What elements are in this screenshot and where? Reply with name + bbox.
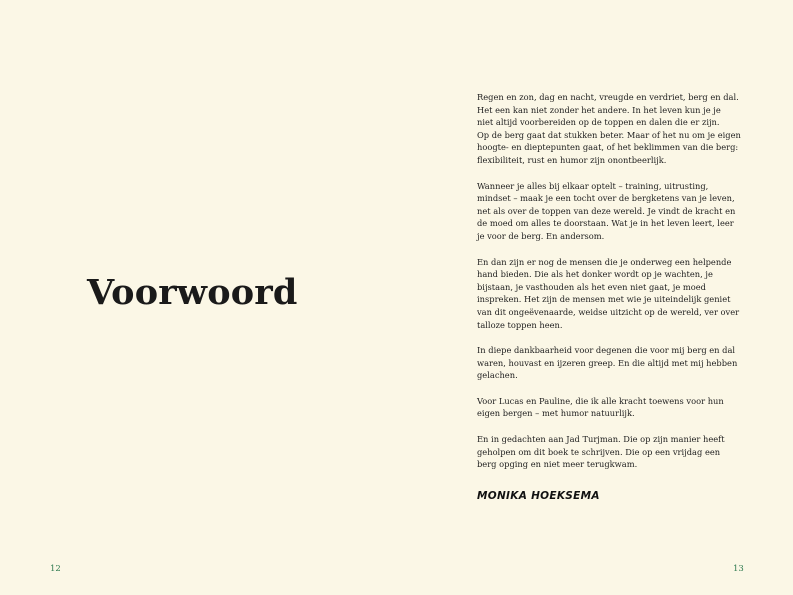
text-line: geholpen om dit boek te schrijven. Die op een vrijdag een <box>477 446 721 457</box>
text-line: talloze toppen heen. <box>477 319 563 330</box>
text-line: van dit ongeëvenaarde, weidse uitzicht op de wereld, ver over <box>477 306 740 317</box>
text-line: In diepe dankbaarheid voor degenen die voor mij berg en dal <box>477 345 736 356</box>
text-line: hoogte- en dieptepunten gaat, of het beklimmen van die berg: <box>477 142 739 153</box>
foreword-paragraph <box>477 91 749 167</box>
text-line: berg opging en niet meer terugkwam. <box>477 459 638 470</box>
foreword-paragraph <box>477 395 749 420</box>
text-line: hand bieden. Die als het donker wordt op je wachten, je <box>477 269 713 280</box>
author-signature: MONIKA HOEKSEMA <box>477 490 600 502</box>
foreword-paragraph <box>477 256 749 332</box>
text-line: flexibiliteit, rust en humor zijn onontbeerlijk. <box>477 154 667 165</box>
text-line: net als over de toppen van deze wereld. Je vindt de kracht en <box>477 205 736 216</box>
foreword-paragraph <box>477 433 749 471</box>
foreword-paragraph <box>477 344 749 382</box>
left-page <box>0 0 396 595</box>
text-line: Wanneer je alles bij elkaar optelt – training, uitrusting, <box>477 180 709 191</box>
text-line: je voor de berg. En andersom. <box>477 230 605 241</box>
text-line: niet altijd voorbereiden op de toppen en dalen die er zijn. <box>477 117 720 128</box>
text-line: bijstaan, je vasthouden als het even niet gaat, je moed <box>477 281 706 292</box>
text-line: En in gedachten aan Jad Turjman. Die op zijn manier heeft <box>477 434 725 445</box>
right-page <box>396 0 793 595</box>
text-line: Het een kan niet zonder het andere. In het leven kun je je <box>477 104 721 115</box>
text-line: Regen en zon, dag en nacht, vreugde en verdriet, berg en dal. <box>477 92 739 102</box>
text-line: eigen bergen – met humor natuurlijk. <box>477 408 635 419</box>
page-number-right: 13 <box>733 564 744 574</box>
text-line: gelachen. <box>477 370 518 381</box>
text-line: Voor Lucas en Pauline, die ik alle kracht toewens voor hun <box>477 395 724 406</box>
text-line: de moed om alles te doorstaan. Wat je in het leven leert, leer <box>477 218 734 229</box>
text-line: inspreken. Het zijn de mensen met wie je uiteindelijk geniet <box>477 294 731 305</box>
chapter-title: Voorwoord <box>87 272 298 313</box>
foreword-body <box>477 91 749 484</box>
text-line: En dan zijn er nog de mensen die je onderweg een helpende <box>477 256 732 267</box>
page-number-left: 12 <box>50 564 61 574</box>
text-line: mindset – maak je een tocht over de bergketens van je leven, <box>477 193 735 204</box>
text-line: Op de berg gaat dat stukken beter. Maar of het nu om je eigen <box>477 129 741 140</box>
text-line: waren, houvast en ijzeren greep. En die altijd met mij hebben <box>477 357 738 368</box>
foreword-paragraph <box>477 180 749 243</box>
